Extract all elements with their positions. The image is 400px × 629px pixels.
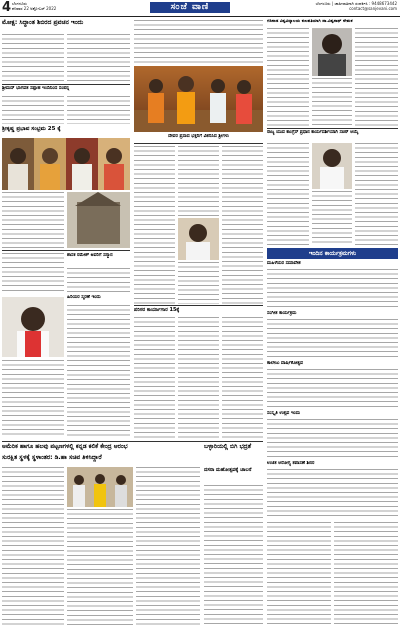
group-photo-bottom — [67, 467, 133, 507]
article-body-center-3 — [222, 146, 263, 304]
article-body-bottom-lead-3 — [136, 467, 200, 625]
article-headline-left-sub: ಶ್ರೀಮದ್ ಭಾಗವತ ಸಪ್ತಾಹ ಇಂದಿನಿಂದ ಸಂಪನ್ನ — [2, 86, 70, 91]
article-headline-center-bottom: ಪರಿಸರ ಕಾರ್ಯಾಗಾರ 15ಕ್ಕೆ — [134, 307, 180, 313]
masthead-left — [12, 1, 56, 11]
article-headline-right-list2: ಸಂಗೀತ ಕಾರ್ಯಕ್ರಮ — [267, 311, 297, 316]
article-headline-top-left: ಮೋಕ್ಷ: ಸಿದ್ಧಾಂತ ಶಿಬಿರದ ಪ್ರವಚನ ಇಂದು — [2, 19, 84, 26]
article-headline-left-event: ಶ್ರೀಕೃಷ್ಣ ಪ್ರಭಾವ ಸಂಭ್ರಮ 25 ಕ್ಕೆ — [2, 126, 61, 132]
article-body-center-1 — [134, 146, 175, 304]
article-headline-right-list5: ಉಚಿತ ಆರೋಗ್ಯ ತಪಾಸಣೆ ಶಿಬಿರ — [267, 461, 315, 466]
article-headline-right-list1: ಮಹಿಳೆಯರ ಸಮಾವೇಶ — [267, 261, 301, 266]
article-body-left-event-1 — [2, 192, 64, 248]
article-headline-right-list3: ಕಾಲೇಜು ವಾರ್ಷಿಕೋತ್ಸವ — [267, 361, 303, 366]
article-body-left-mid-b — [67, 268, 130, 293]
masthead-right — [316, 1, 397, 11]
article-body-left-mid2 — [67, 305, 130, 325]
article-body-right-list1 — [267, 269, 398, 309]
article-headline-bottom-mid2: ದಸರಾ ಮಹೋತ್ಸವಕ್ಕೆ ಚಾಲನೆ — [204, 467, 252, 473]
city-label: ಬೆಂಗಳೂರು — [12, 1, 27, 6]
article-body-left-lower-2 — [2, 360, 64, 438]
article-body-right-list2 — [267, 319, 398, 359]
article-headline-bottom-mid: ಬಳ್ಳಾರಿಯಲ್ಲಿ ಬಿಗಿ ಭದ್ರತೆ — [204, 443, 252, 450]
article-body-bottom-mid — [204, 485, 263, 625]
banner-todays-programs: ಇಂದಿನ ಕಾರ್ಯಕ್ರಮಗಳು — [267, 248, 398, 259]
person-photo-right — [312, 143, 352, 189]
event-photo-strip — [2, 138, 130, 190]
article-headline-bottom-lead: ಅಮೆರಿಕ ಹಾಗೂ ಹಲವು ಪಟ್ಟಣಗಳಲ್ಲಿ ಕನ್ನಡ ಕಲಿಕೆ ಕೇಂದ್ರ ಆರಂಭ — [2, 443, 128, 450]
article-body-bottom-lead-1 — [2, 467, 64, 625]
article-subheadline-bottom-lead: ಸುರಕ್ಷಿತ ಸ್ಥಳಕ್ಕೆ ಸ್ಥಳಾಂತರ: ಡಿ.ಹಾ ಸಚಿವ ತಿಳಿಸಿದ್ದಾರೆ — [2, 454, 102, 461]
article-body-center-bottom-1 — [134, 317, 175, 438]
article-headline-left-mid2: ಹಿರಿಯರ ಸ್ಮರಣೆ ಇಂದು — [67, 295, 101, 300]
vice-chancellor-photo — [312, 28, 352, 76]
article-body-left-mid-a — [2, 253, 64, 293]
article-body-center-bottom-3 — [222, 317, 263, 438]
article-body-center-2 — [178, 146, 219, 216]
article-body-left-sub-2 — [67, 96, 130, 124]
article-body-top-left-1 — [2, 34, 64, 82]
date-label: ಶನಿವಾರ 22 ಅಕ್ಟೋಬರ್ 2022 — [12, 6, 57, 11]
page-number: 4 — [2, 0, 12, 15]
article-body-right-mid-1 — [267, 143, 309, 245]
temple-photo — [67, 192, 130, 248]
article-body-right-bottom-1 — [267, 522, 331, 625]
article-body-top-right-1 — [267, 28, 309, 126]
article-body-top-right-3 — [312, 78, 352, 126]
contact-line: ಬೆಂಗಳೂರು | ಜಾಹೀರಾತಿಗಾಗಿ ಸಂಪರ್ಕಿಸಿ : 9448673442 — [315, 1, 397, 6]
article-headline-center-caption: ದೇವರ ಪ್ರಸಾದ ಭಕ್ತರಿಗೆ ವಿತರಿಸಿದ ಶ್ರೀಗಳು — [168, 134, 229, 139]
article-body-right-bottom-2 — [334, 522, 398, 625]
article-body-top-left-2 — [67, 34, 130, 82]
portrait-figures — [2, 138, 130, 190]
email-line: contact@sanjevani.com — [349, 6, 397, 11]
article-body-center-top — [134, 20, 263, 64]
article-body-bottom-lead-2 — [67, 509, 133, 625]
article-headline-right-list4: ಸಂಸ್ಕೃತಿ ಉತ್ಸವ ಇಂದು — [267, 411, 301, 416]
person-photo-center — [178, 218, 219, 260]
article-body-center-bottom-2 — [178, 317, 219, 438]
masthead — [0, 0, 400, 17]
article-body-right-list4 — [267, 419, 398, 459]
swamiji-photo — [134, 66, 263, 132]
article-body-right-mid-3 — [355, 143, 398, 245]
article-body-right-list3 — [267, 369, 398, 409]
article-headline-left-mid: ಶಾಸಕ ರಮೇಶ್ ಅವರಿಗೆ ಸನ್ಮಾನ — [67, 253, 113, 258]
newspaper-logo: ಸಂಜೆ ವಾಣಿ — [150, 2, 230, 13]
article-headline-top-right: ಗಡಿನಾಡ ವಿಶ್ವವಿದ್ಯಾಲಯ ಕುಲಪತಿಯಾಗಿ ಡಾ.ವಿಶ್ವನಾಥ್ ನೇಮಕ — [267, 19, 353, 23]
article-body-top-right-2 — [355, 28, 398, 126]
article-body-left-lower — [67, 328, 130, 368]
article-headline-right-mid: ರಾಜ್ಯ ಯುವ ಕಾಂಗ್ರೆಸ್ ಪ್ರಧಾನ ಕಾರ್ಯದರ್ಶಿಯಾಗಿ ಸಚಿನ್ ಆಯ್ಕೆ — [267, 130, 359, 135]
article-body-right-list5 — [267, 469, 398, 519]
person-portrait-left — [2, 297, 64, 357]
article-body-left-sub-1 — [2, 96, 64, 124]
article-body-center-2b — [178, 262, 219, 304]
article-body-right-mid-2 — [312, 191, 352, 245]
article-body-left-lower-3 — [67, 370, 130, 438]
